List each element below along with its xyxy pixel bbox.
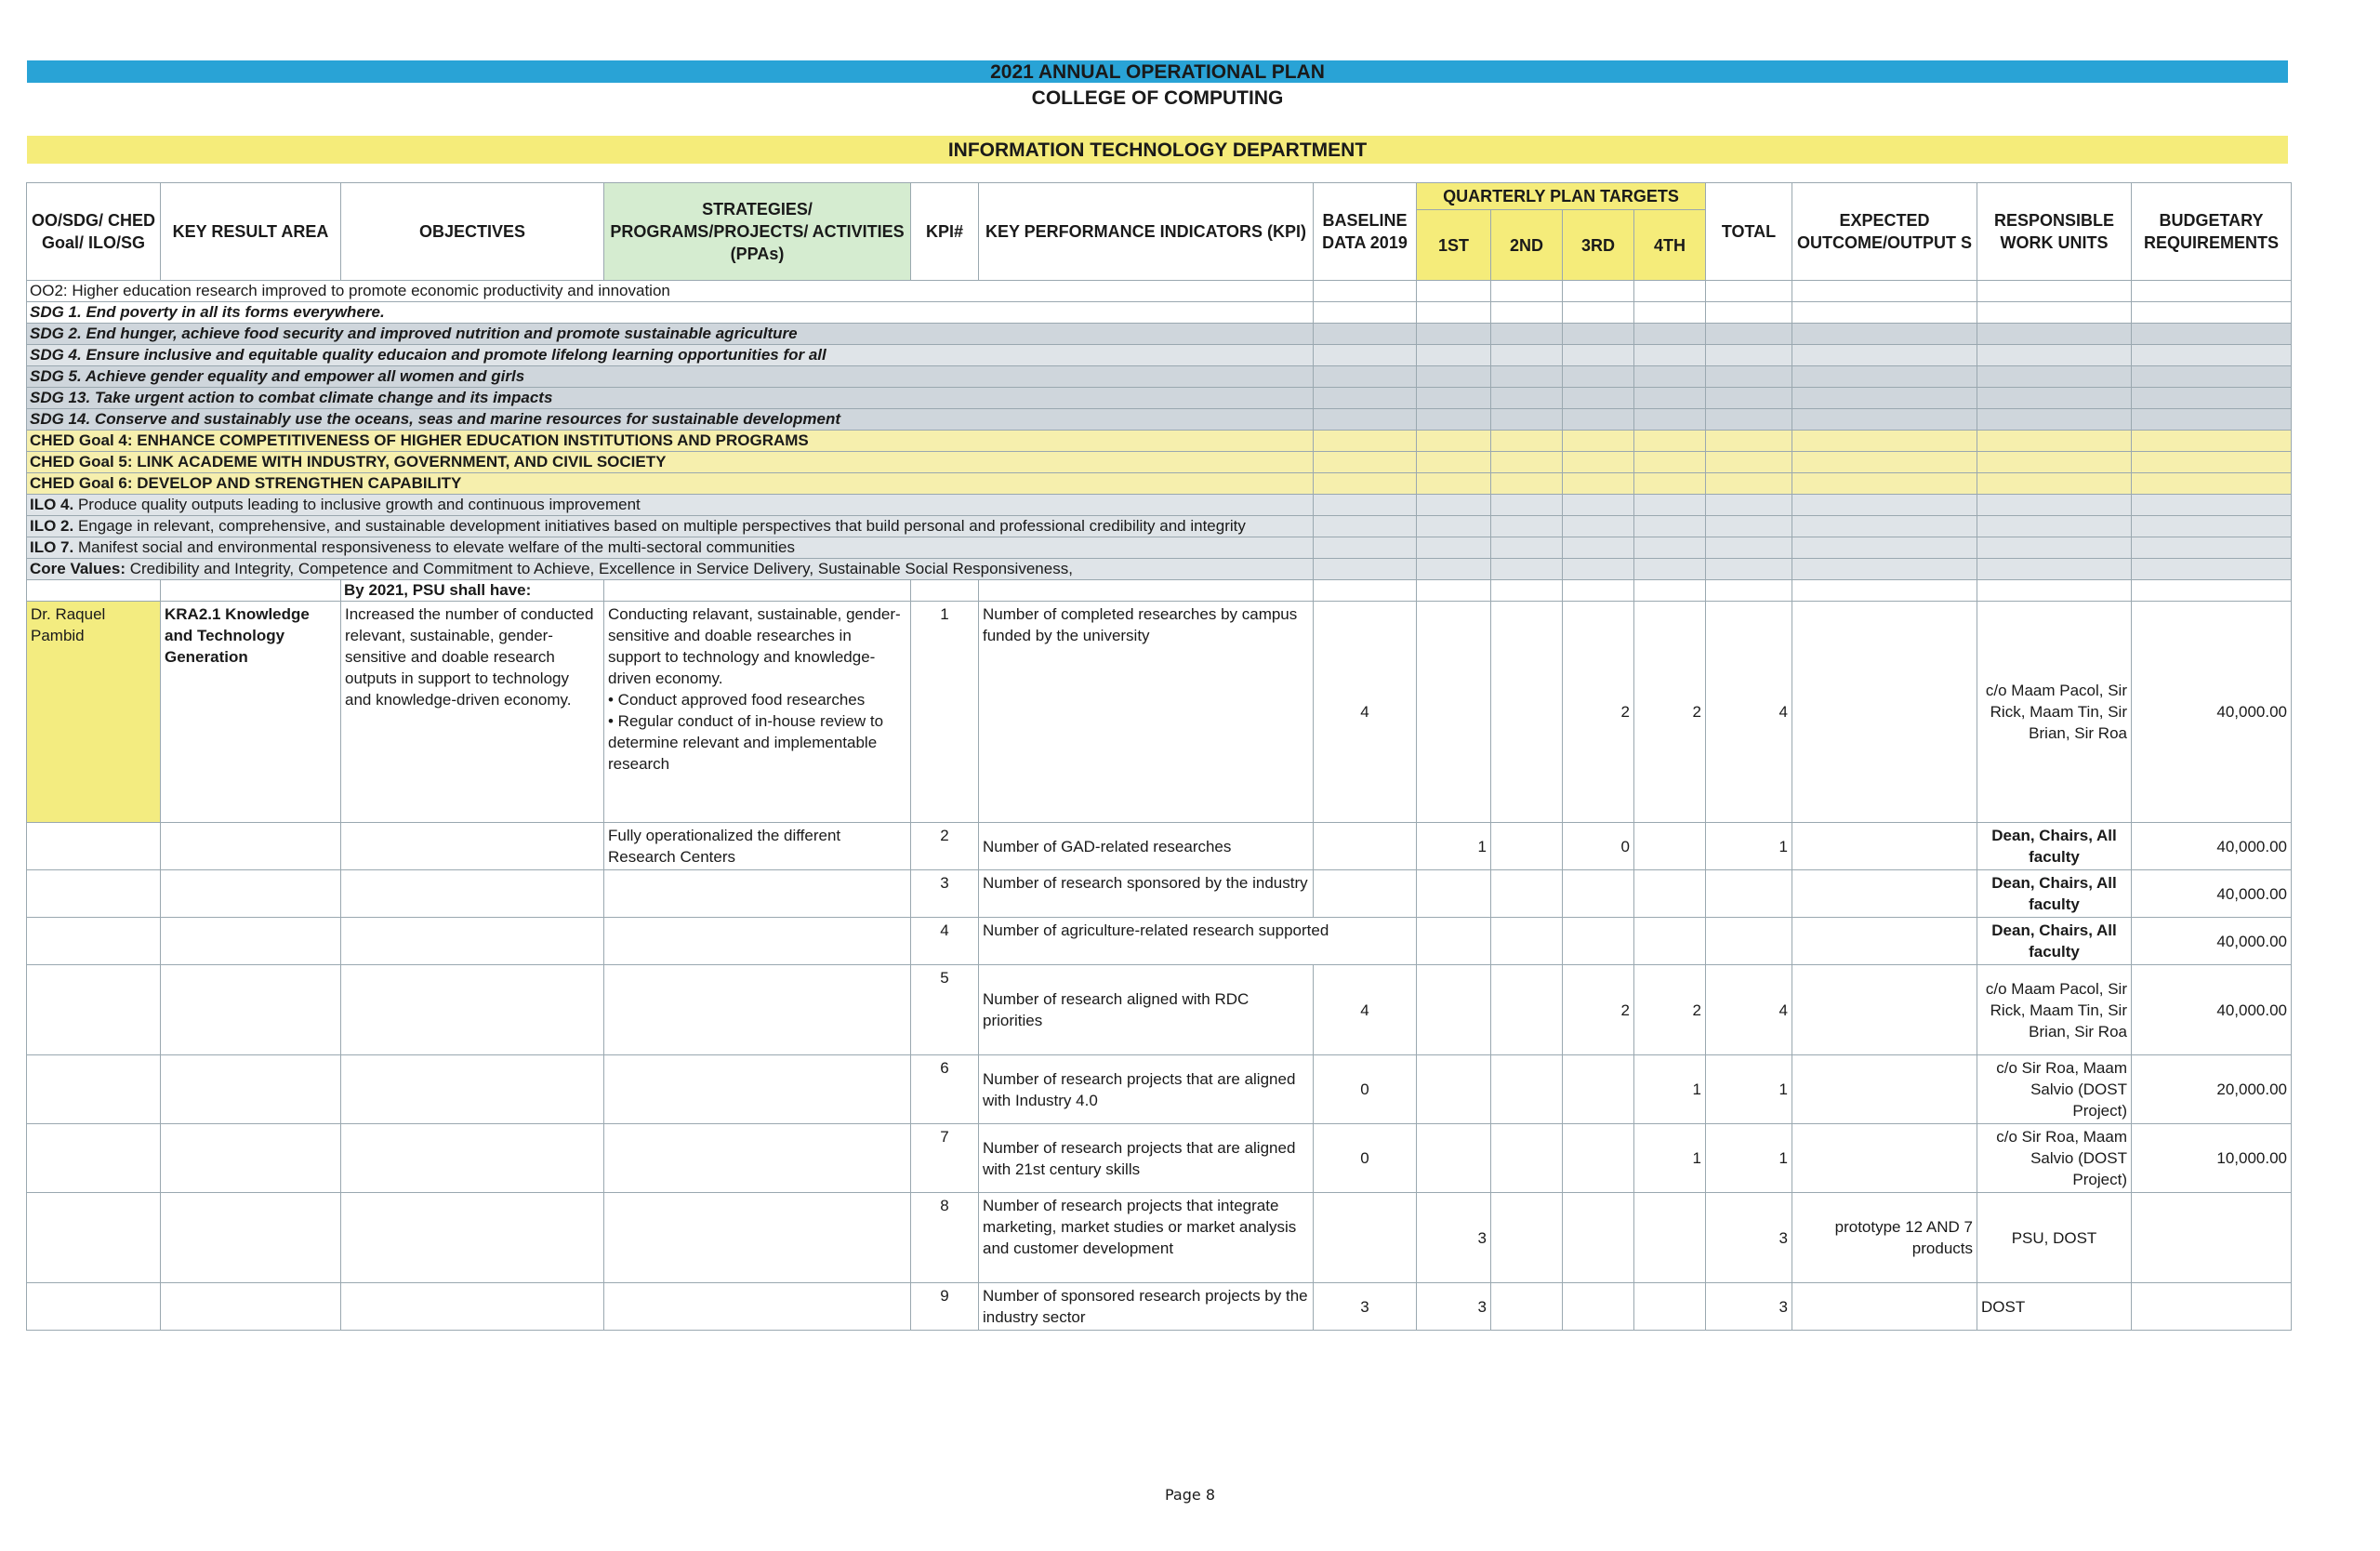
budget-value: 40,000.00 [2132,870,2292,918]
q1-value: 3 [1417,1193,1491,1283]
total-value: 1 [1706,1055,1792,1124]
col-budget: BUDGETARY REQUIREMENTS [2132,183,2292,281]
goal-row [27,559,2292,580]
q2-value [1491,1124,1563,1193]
budget-value: 40,000.00 [2132,823,2292,870]
q1-value [1417,965,1491,1055]
outcome-value [1792,1055,1977,1124]
col-kpi-no: KPI# [911,183,979,281]
goal-text: CHED Goal 4: ENHANCE COMPETITIVENESS OF HIGHER EDUCATION INSTITUTIONS AND PROGRAMS [27,431,1314,452]
kpi-text: Number of research projects that integrate marketing, market studies or market analysis and customer development [979,1193,1314,1283]
goal-row [27,516,2292,537]
goal-text: SDG 2. End hunger, achieve food security and improved nutrition and promote sustainable agriculture [27,324,1314,345]
baseline-value [1314,823,1417,870]
q3-value: 2 [1563,965,1634,1055]
goal-text: CHED Goal 6: DEVELOP AND STRENGTHEN CAPABILITY [27,473,1314,495]
q2-value [1491,870,1563,918]
work-units: PSU, DOST [1977,1193,2132,1283]
total-value: 1 [1706,823,1792,870]
q4-value [1634,918,1706,965]
kpi-number: 6 [911,1055,979,1124]
baseline-value: 4 [1314,965,1417,1055]
college-title: COLLEGE OF COMPUTING [1031,87,1284,109]
table-row [27,1055,2292,1124]
q4-value [1634,823,1706,870]
kpi-number: 8 [911,1193,979,1283]
total-value [1706,918,1792,965]
budget-value: 40,000.00 [2132,965,2292,1055]
outcome-value [1792,823,1977,870]
objective-lead-row [27,580,2292,602]
work-units: c/o Maam Pacol, Sir Rick, Maam Tin, Sir Brian, Sir Roa [1977,602,2132,823]
table-row [27,870,2292,918]
q4-value: 2 [1634,965,1706,1055]
kpi-text: Number of research projects that are aligned with Industry 4.0 [979,1055,1314,1124]
goal-text: ILO 4. Produce quality outputs leading to inclusive growth and continuous improvement [27,495,1314,516]
total-value [1706,870,1792,918]
outcome-value [1792,965,1977,1055]
q2-value [1491,1055,1563,1124]
q2-value [1491,1283,1563,1331]
q3-value [1563,918,1634,965]
goal-row [27,302,2292,324]
q3-value [1563,1055,1634,1124]
kpi-number: 9 [911,1283,979,1331]
goal-text: SDG 13. Take urgent action to combat climate change and its impacts [27,388,1314,409]
goal-row [27,537,2292,559]
q3-value: 2 [1563,602,1634,823]
q2-value [1491,918,1563,965]
table-row [27,965,2292,1055]
col-q4: 4TH [1634,210,1706,281]
kpi-number: 3 [911,870,979,918]
q4-value: 2 [1634,602,1706,823]
col-kpi: KEY PERFORMANCE INDICATORS (KPI) [979,183,1314,281]
kpi-number: 5 [911,965,979,1055]
q3-value [1563,870,1634,918]
q4-value [1634,1193,1706,1283]
outcome-value [1792,1124,1977,1193]
col-units: RESPONSIBLE WORK UNITS [1977,183,2132,281]
goal-text: SDG 4. Ensure inclusive and equitable quality educaion and promote lifelong learning opportunities for all [27,345,1314,366]
q1-value [1417,602,1491,823]
total-value: 3 [1706,1193,1792,1283]
q4-value: 1 [1634,1124,1706,1193]
work-units: DOST [1977,1283,2132,1331]
col-q3: 3RD [1563,210,1634,281]
goal-row [27,388,2292,409]
total-value: 4 [1706,602,1792,823]
table-row [27,1283,2292,1331]
budget-value [2132,1283,2292,1331]
outcome-value [1792,1283,1977,1331]
kpi-number: 4 [911,918,979,965]
budget-value: 20,000.00 [2132,1055,2292,1124]
work-units: Dean, Chairs, All faculty [1977,870,2132,918]
outcome-value [1792,918,1977,965]
col-q2: 2ND [1491,210,1563,281]
outcome-value: prototype 12 AND 7 products [1792,1193,1977,1283]
ppa-cell: Conducting relavant, sustainable, gender-sensitive and doable researches in support to technology and knowledge-driven economy. • Conduct approved food researches • Regular conduct of in-house review to determine relevant and implementable research [604,602,911,823]
total-value: 4 [1706,965,1792,1055]
q1-value: 1 [1417,823,1491,870]
goal-text: CHED Goal 5: LINK ACADEME WITH INDUSTRY, GOVERNMENT, AND CIVIL SOCIETY [27,452,1314,473]
baseline-value [1314,870,1417,918]
kpi-text: Number of research aligned with RDC priorities [979,965,1314,1055]
goal-text: SDG 1. End poverty in all its forms everywhere. [27,302,1314,324]
budget-value: 40,000.00 [2132,918,2292,965]
q1-value [1417,1055,1491,1124]
col-outcome: EXPECTED OUTCOME/OUTPUT S [1792,183,1977,281]
kpi-text: Number of research sponsored by the industry [979,870,1314,918]
objective-cell: Increased the number of conducted relevant, sustainable, gender-sensitive and doable research outputs in support to technology and knowledge-driven economy. [341,602,604,823]
col-baseline: BASELINE DATA 2019 [1314,183,1417,281]
q3-value [1563,1124,1634,1193]
col-ppas: STRATEGIES/ PROGRAMS/PROJECTS/ ACTIVITIES (PPAs) [604,183,911,281]
goal-row [27,324,2292,345]
q4-value [1634,870,1706,918]
q2-value [1491,823,1563,870]
goal-row [27,366,2292,388]
goal-text: ILO 7. Manifest social and environmental responsiveness to elevate welfare of the multi-sectoral communities [27,537,1314,559]
q4-value [1634,1283,1706,1331]
q3-value [1563,1193,1634,1283]
kpi-text: Number of agriculture-related research supported [979,918,1417,965]
budget-value: 10,000.00 [2132,1124,2292,1193]
kpi-number: 2 [911,823,979,870]
q2-value [1491,965,1563,1055]
kpi-number: 1 [911,602,979,823]
table-row [27,1193,2292,1283]
kpi-text: Number of completed researches by campus funded by the university [979,602,1314,823]
outcome-value [1792,602,1977,823]
work-units: Dean, Chairs, All faculty [1977,823,2132,870]
col-q1: 1ST [1417,210,1491,281]
goal-row [27,281,2292,302]
goal-text: OO2: Higher education research improved to promote economic productivity and innovation [27,281,1314,302]
baseline-value: 4 [1314,602,1417,823]
kra-cell: KRA2.1 Knowledge and Technology Generation [161,602,341,823]
baseline-value: 3 [1314,1283,1417,1331]
total-value: 1 [1706,1124,1792,1193]
budget-value [2132,1193,2292,1283]
goal-text: ILO 2. Engage in relevant, comprehensive, and sustainable development initiatives based on multiple perspectives that build personal and professional credibility and integrity [27,516,1314,537]
page-number: Page 8 [1165,1486,1215,1504]
plan-title: 2021 ANNUAL OPERATIONAL PLAN [990,61,1325,83]
ppa-cell: Fully operationalized the different Research Centers [604,823,911,870]
q1-value [1417,918,1491,965]
baseline-value: 0 [1314,1124,1417,1193]
department-title: INFORMATION TECHNOLOGY DEPARTMENT [947,139,1368,161]
table-row [27,1124,2292,1193]
goal-row [27,345,2292,366]
goal-row [27,409,2292,431]
work-units: c/o Maam Pacol, Sir Rick, Maam Tin, Sir Brian, Sir Roa [1977,965,2132,1055]
budget-value: 40,000.00 [2132,602,2292,823]
work-units: Dean, Chairs, All faculty [1977,918,2132,965]
col-quarterly: QUARTERLY PLAN TARGETS [1417,183,1706,210]
outcome-value [1792,870,1977,918]
q2-value [1491,602,1563,823]
by2021-label: By 2021, PSU shall have: [341,580,604,602]
q1-value: 3 [1417,1283,1491,1331]
col-objectives: OBJECTIVES [341,183,604,281]
goal-text: Core Values: Credibility and Integrity, Competence and Commitment to Achieve, Excellence in Service Delivery, Sustainable Social Responsiveness, [27,559,1314,580]
q4-value: 1 [1634,1055,1706,1124]
q1-value [1417,1124,1491,1193]
goal-text: SDG 14. Conserve and sustainably use the oceans, seas and marine resources for sustainable development [27,409,1314,431]
work-units: c/o Sir Roa, Maam Salvio (DOST Project) [1977,1055,2132,1124]
goal-row [27,495,2292,516]
q3-value [1563,1283,1634,1331]
col-total: TOTAL [1706,183,1792,281]
q2-value [1491,1193,1563,1283]
owner-cell: Dr. Raquel Pambid [27,602,161,823]
kpi-text: Number of GAD-related researches [979,823,1314,870]
kpi-text: Number of research projects that are aligned with 21st century skills [979,1124,1314,1193]
kpi-number: 7 [911,1124,979,1193]
total-value: 3 [1706,1283,1792,1331]
goal-row [27,473,2292,495]
goal-row [27,452,2292,473]
operational-plan-table [26,182,2292,1331]
kpi-text: Number of sponsored research projects by the industry sector [979,1283,1314,1331]
table-row [27,602,2292,823]
work-units: c/o Sir Roa, Maam Salvio (DOST Project) [1977,1124,2132,1193]
col-kra: KEY RESULT AREA [161,183,341,281]
baseline-value: 0 [1314,1055,1417,1124]
table-row [27,918,2292,965]
baseline-value [1314,1193,1417,1283]
q3-value: 0 [1563,823,1634,870]
table-row [27,823,2292,870]
header-row [27,183,2292,210]
goal-row [27,431,2292,452]
goal-text: SDG 5. Achieve gender equality and empower all women and girls [27,366,1314,388]
q1-value [1417,870,1491,918]
col-goal: OO/SDG/ CHED Goal/ ILO/SG [27,183,161,281]
